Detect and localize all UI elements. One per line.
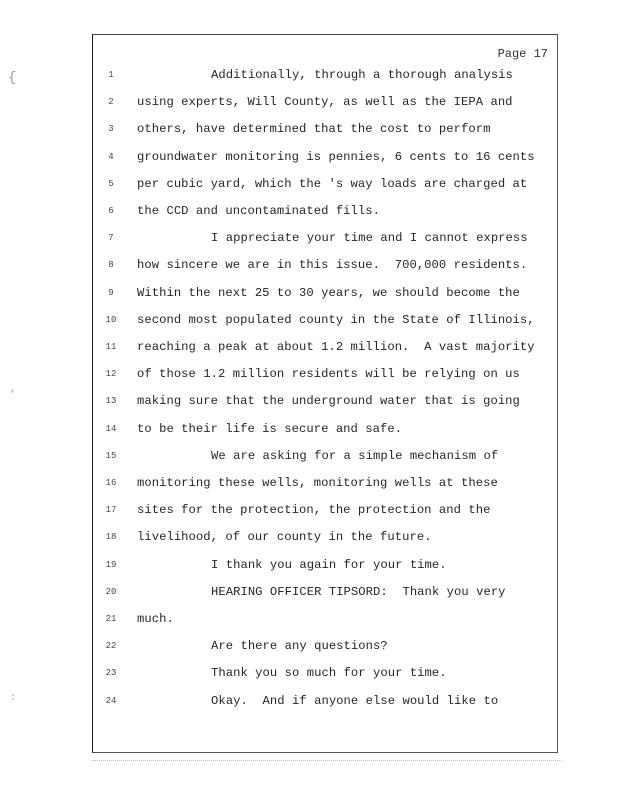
scan-artifact: { <box>8 70 17 86</box>
line-text: of those 1.2 million residents will be relying on us <box>137 367 520 382</box>
line-text: much. <box>137 612 174 626</box>
transcript-line <box>0 585 618 601</box>
line-text: HEARING OFFICER TIPSORD: Thank you very <box>211 584 506 599</box>
line-number: 4 <box>108 151 114 162</box>
line-number: 10 <box>105 314 117 325</box>
line-number: 21 <box>105 614 117 624</box>
line-text: how sincere we are in this issue. 700,000 residents. <box>137 258 528 273</box>
transcript-line <box>0 258 618 274</box>
line-number: 23 <box>105 668 117 679</box>
page-number: Page 17 <box>497 47 548 61</box>
transcript-line <box>0 95 618 111</box>
transcript-line <box>0 68 618 84</box>
transcript-line <box>0 122 618 138</box>
transcript-line <box>0 150 618 166</box>
scan-artifact: : <box>10 693 17 704</box>
line-text: sites for the protection, the protection and the <box>137 503 491 518</box>
transcript-line <box>0 286 618 302</box>
line-text: Additionally, through a thorough analysis <box>211 68 513 82</box>
line-text: Thank you so much for your time. <box>211 666 447 681</box>
line-text: groundwater monitoring is pennies, 6 cents to 16 cents <box>137 149 535 164</box>
transcript-line <box>0 666 618 682</box>
line-text: We are asking for a simple mechanism of <box>211 448 499 463</box>
line-number: 13 <box>105 396 117 407</box>
line-number: 2 <box>108 97 114 108</box>
line-number: 20 <box>105 586 117 597</box>
line-number: 19 <box>105 559 117 570</box>
line-text: I thank you again for your time. <box>211 557 447 572</box>
footer-rule <box>92 760 562 761</box>
line-text: reaching a peak at about 1.2 million. A vast majority <box>137 340 535 354</box>
line-text: making sure that the underground water that is going <box>137 394 520 409</box>
transcript-line <box>0 177 618 193</box>
transcript-line <box>0 639 618 655</box>
transcript-line <box>0 313 618 329</box>
line-number: 14 <box>105 423 117 434</box>
transcript-line <box>0 367 618 383</box>
line-number: 9 <box>108 287 114 298</box>
line-number: 1 <box>108 70 114 80</box>
line-number: 22 <box>105 641 117 652</box>
line-number: 7 <box>108 233 114 244</box>
transcript-line <box>0 340 618 356</box>
line-text: using experts, Will County, as well as the IEPA and <box>137 95 513 110</box>
line-text: monitoring these wells, monitoring wells at these <box>137 476 498 490</box>
transcript-line <box>0 558 618 574</box>
line-number: 18 <box>105 532 117 543</box>
transcript-line <box>0 204 618 220</box>
line-text: to be their life is secure and safe. <box>137 421 403 436</box>
line-text: livelihood, of our county in the future. <box>137 530 432 545</box>
transcript-line <box>0 694 618 710</box>
line-number: 3 <box>108 124 114 135</box>
transcript-line <box>0 503 618 519</box>
line-text: I appreciate your time and I cannot express <box>211 231 528 246</box>
transcript-line <box>0 449 618 465</box>
line-text: the CCD and uncontaminated fills. <box>137 204 381 218</box>
line-number: 16 <box>105 478 117 488</box>
transcript-line <box>0 612 618 628</box>
line-number: 15 <box>105 450 117 461</box>
line-number: 11 <box>105 342 117 352</box>
line-number: 6 <box>108 206 114 216</box>
line-text: per cubic yard, which the 's way loads are charged at <box>137 176 528 191</box>
line-number: 5 <box>108 178 114 189</box>
scan-artifact: , <box>10 384 17 395</box>
line-number: 12 <box>105 369 117 380</box>
transcript-line <box>0 530 618 546</box>
transcript-line <box>0 394 618 410</box>
transcript-line <box>0 476 618 492</box>
line-text: Okay. And if anyone else would like to <box>211 693 499 708</box>
transcript-line <box>0 231 618 247</box>
line-text: second most populated county in the State of Illinois, <box>137 312 535 327</box>
line-number: 17 <box>105 505 117 516</box>
line-text: Within the next 25 to 30 years, we should become the <box>137 285 520 300</box>
line-text: others, have determined that the cost to perform <box>137 122 491 137</box>
line-number: 8 <box>108 260 114 271</box>
transcript-line <box>0 422 618 438</box>
line-number: 24 <box>105 695 117 706</box>
line-text: Are there any questions? <box>211 639 388 654</box>
